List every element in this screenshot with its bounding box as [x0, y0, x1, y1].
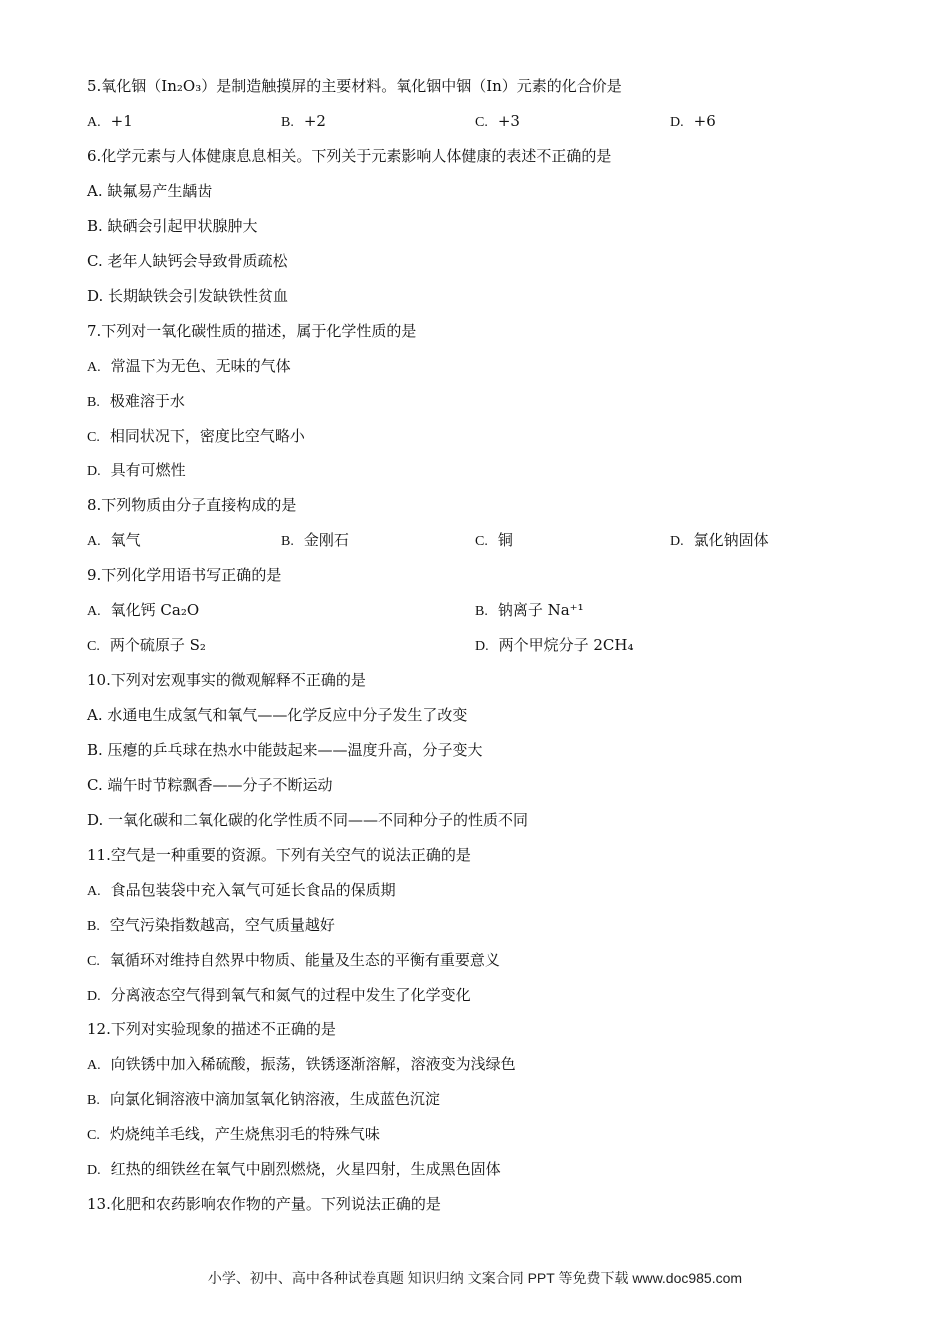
- question-12-option-c: C. 灼烧纯羊毛线，产生烧焦羽毛的特殊气味: [87, 1125, 380, 1143]
- question-10-option-a: A. 水通电生成氢气和氧气——化学反应中分子发生了改变: [87, 706, 468, 724]
- question-9-options-row-2: [87, 635, 887, 655]
- option-b: B. 钠离子 Na⁺¹: [475, 601, 584, 619]
- option-c: C. +3: [475, 112, 520, 130]
- question-10-stem: 10.下列对宏观事实的微观解释不正确的是: [87, 671, 366, 689]
- option-d: D. +6: [670, 112, 716, 130]
- question-6-option-d: D. 长期缺铁会引发缺铁性贫血: [87, 287, 289, 305]
- question-11-option-d: D. 分离液态空气得到氧气和氮气的过程中发生了化学变化: [87, 986, 471, 1004]
- question-7-option-a: A. 常温下为无色、无味的气体: [87, 357, 291, 375]
- question-12-stem: 12.下列对实验现象的描述不正确的是: [87, 1020, 336, 1038]
- option-d: D. 两个甲烷分子 2CH₄: [475, 636, 634, 654]
- question-9-stem: 9.下列化学用语书写正确的是: [87, 566, 282, 584]
- question-12-option-a: A. 向铁锈中加入稀硫酸，振荡，铁锈逐渐溶解，溶液变为浅绿色: [87, 1055, 516, 1073]
- option-b: B. +2: [281, 112, 326, 130]
- question-11-stem: 11.空气是一种重要的资源。下列有关空气的说法正确的是: [87, 846, 471, 864]
- question-10-option-c: C. 端午时节粽飘香——分子不断运动: [87, 776, 333, 794]
- option-a: A. +1: [87, 112, 133, 130]
- question-10-option-b: B. 压瘪的乒乓球在热水中能鼓起来——温度升高，分子变大: [87, 741, 483, 759]
- option-c: C. 铜: [475, 531, 513, 549]
- question-9-options-row-1: [87, 600, 887, 620]
- question-11-option-b: B. 空气污染指数越高，空气质量越好: [87, 916, 335, 934]
- question-6-option-c: C. 老年人缺钙会导致骨质疏松: [87, 252, 288, 270]
- question-7-option-b: B. 极难溶于水: [87, 392, 185, 410]
- question-8-stem: 8.下列物质由分子直接构成的是: [87, 496, 297, 514]
- question-7-option-c: C. 相同状况下，密度比空气略小: [87, 427, 305, 445]
- question-11-option-c: C. 氧循环对维持自然界中物质、能量及生态的平衡有重要意义: [87, 951, 500, 969]
- question-12-option-d: D. 红热的细铁丝在氧气中剧烈燃烧，火星四射，生成黑色固体: [87, 1160, 501, 1178]
- option-c: C. 两个硫原子 S₂: [87, 636, 206, 654]
- question-7-stem: 7.下列对一氧化碳性质的描述，属于化学性质的是: [87, 322, 417, 340]
- option-b: B. 金刚石: [281, 531, 349, 549]
- option-d: D. 氯化钠固体: [670, 531, 769, 549]
- question-5-stem: 5.氧化铟（In₂O₃）是制造触摸屏的主要材料。氧化铟中铟（In）元素的化合价是: [87, 77, 622, 95]
- question-8-options: [87, 530, 887, 550]
- question-6-stem: 6.化学元素与人体健康息息相关。下列关于元素影响人体健康的表述不正确的是: [87, 147, 612, 165]
- question-6-option-b: B. 缺硒会引起甲状腺肿大: [87, 217, 258, 235]
- question-7-option-d: D. 具有可燃性: [87, 461, 186, 479]
- question-5-options: [87, 111, 887, 131]
- question-12-option-b: B. 向氯化铜溶液中滴加氢氧化钠溶液，生成蓝色沉淀: [87, 1090, 440, 1108]
- option-a: A. 氧化钙 Ca₂O: [87, 601, 200, 619]
- option-a: A. 氧气: [87, 531, 141, 549]
- question-13-stem: 13.化肥和农药影响农作物的产量。下列说法正确的是: [87, 1195, 441, 1213]
- page-footer: 小学、初中、高中各种试卷真题 知识归纳 文案合同 PPT 等免费下载 www.doc985.com: [207, 1270, 743, 1286]
- question-11-option-a: A. 食品包装袋中充入氧气可延长食品的保质期: [87, 881, 396, 899]
- question-10-option-d: D. 一氧化碳和二氧化碳的化学性质不同——不同种分子的性质不同: [87, 811, 529, 829]
- question-6-option-a: A. 缺氟易产生龋齿: [87, 182, 213, 200]
